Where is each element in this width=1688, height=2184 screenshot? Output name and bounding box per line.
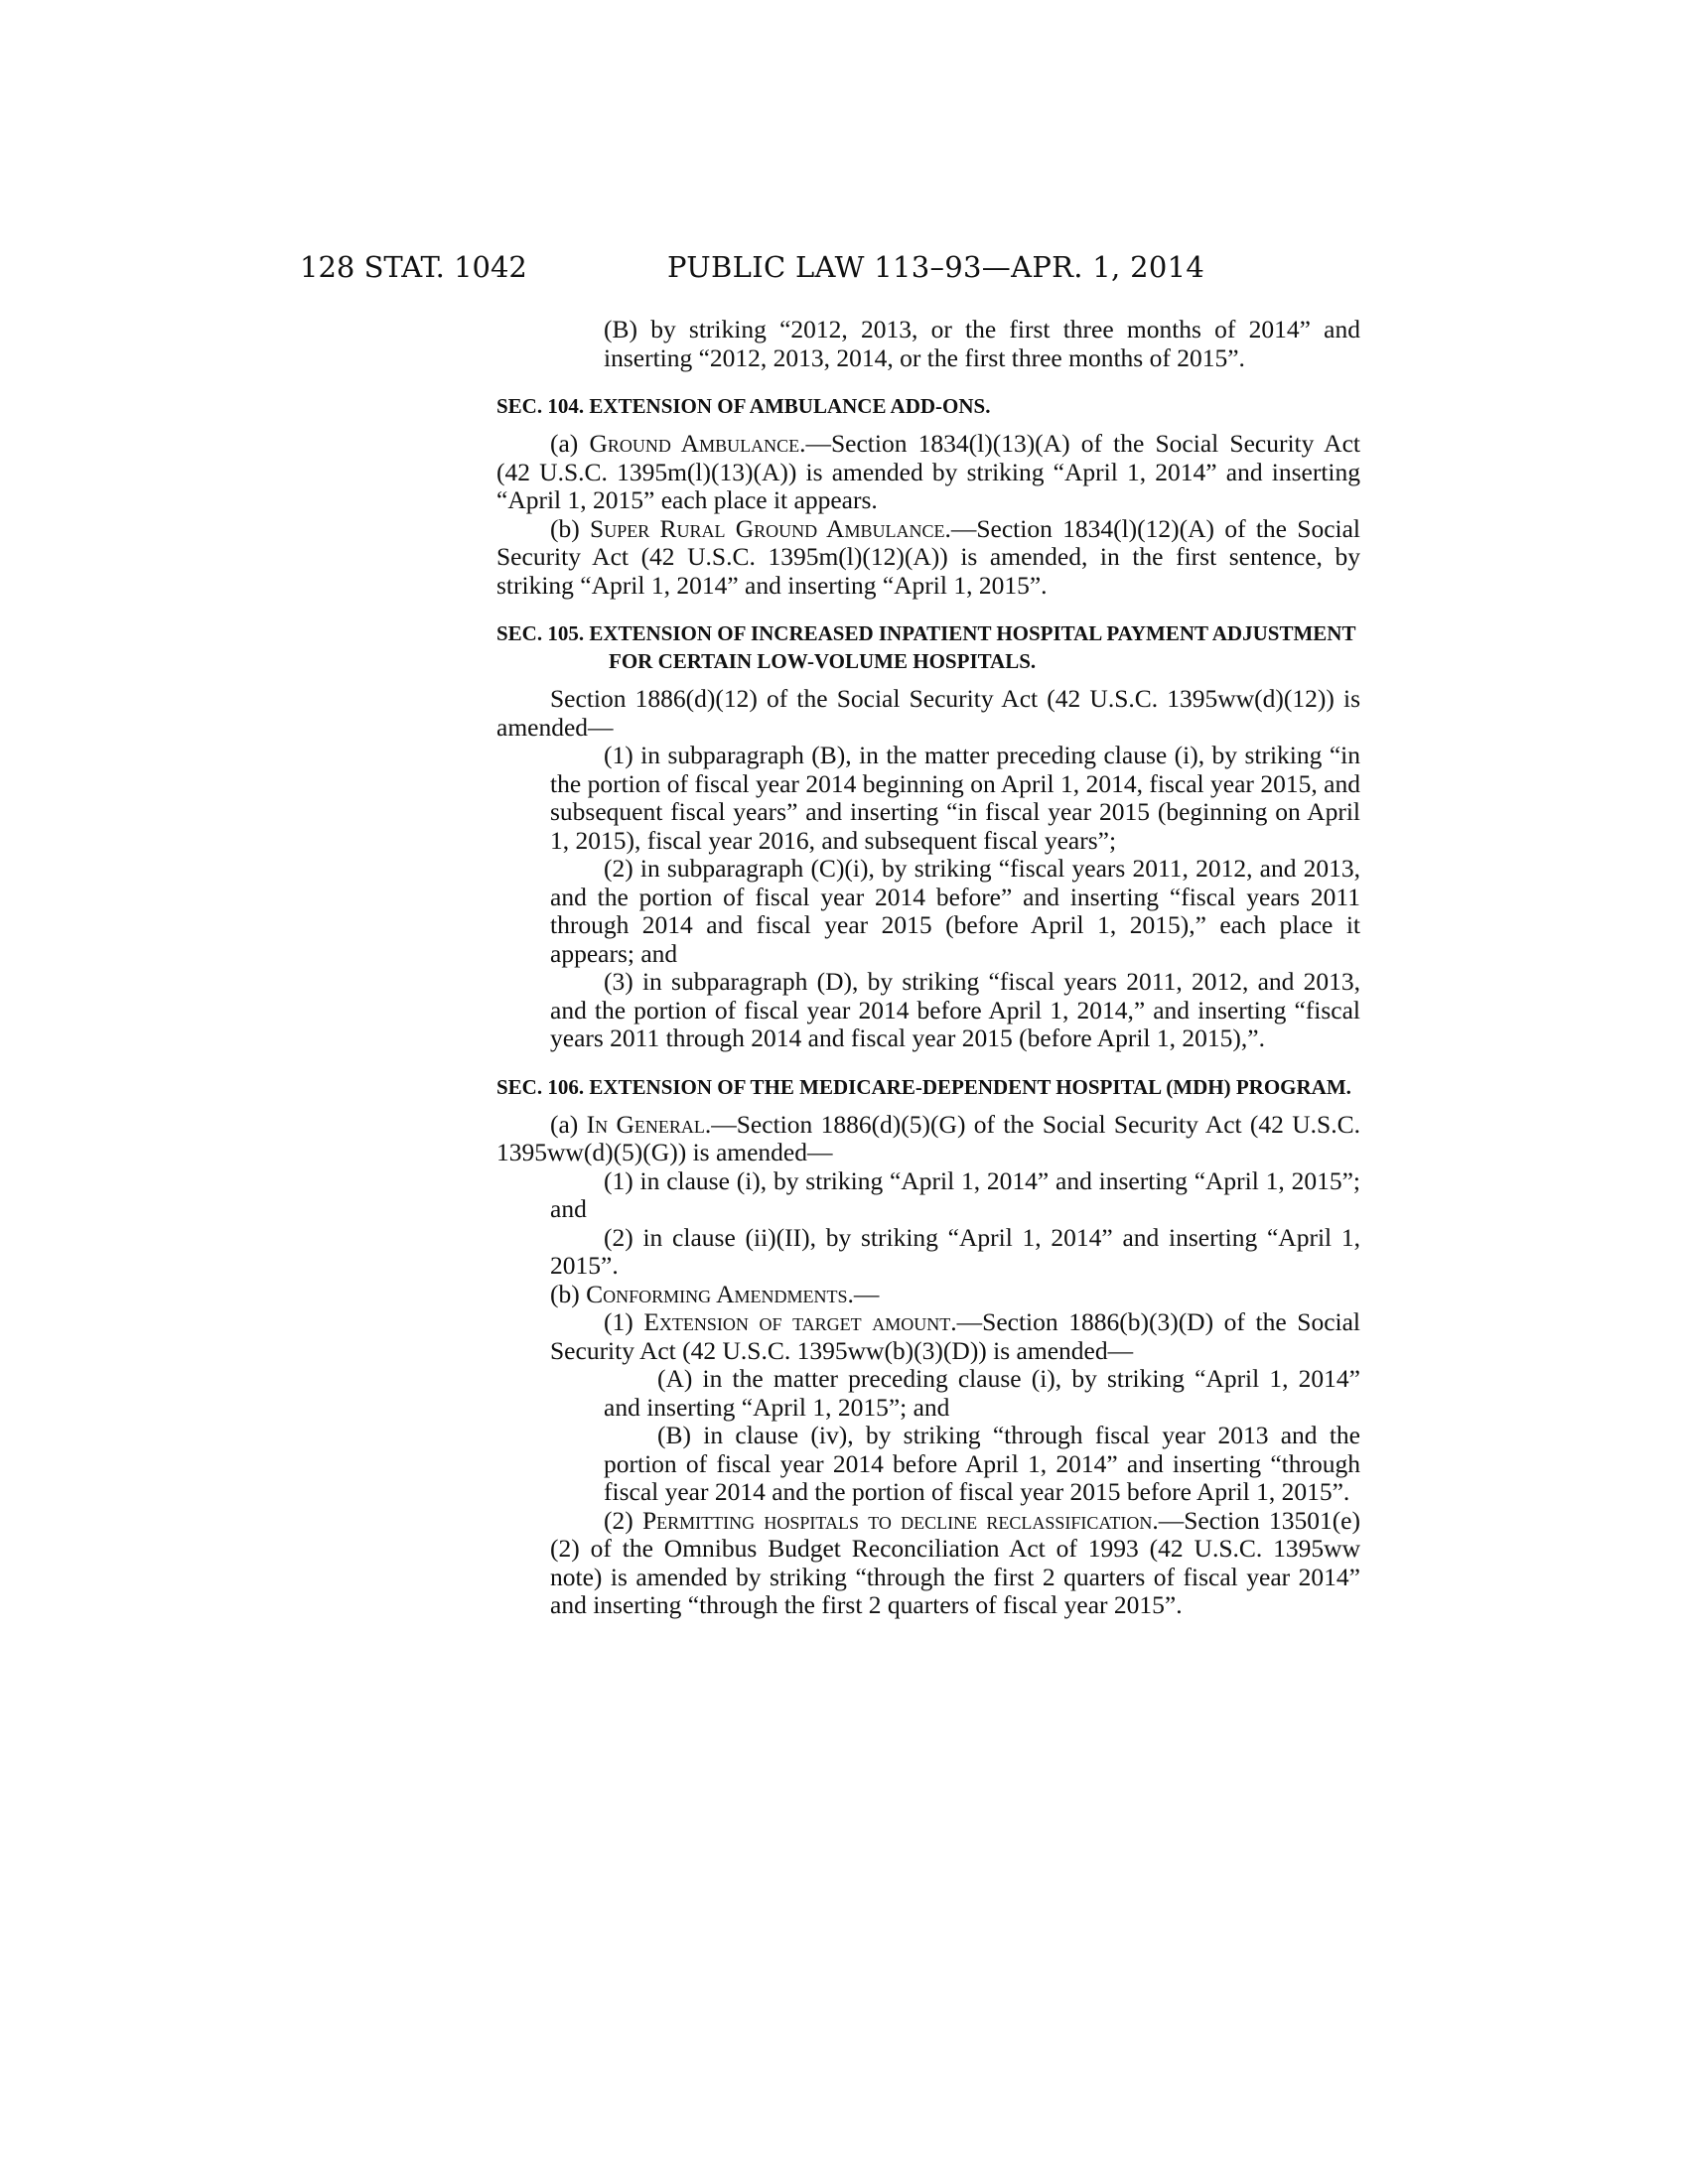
section-104-heading: SEC. 104. EXTENSION OF AMBULANCE ADD-ONS. bbox=[496, 394, 991, 418]
section-106-a-paragraph-1: (1) in clause (i), by striking “April 1, 2014” and inserting “April 1, 2015”; and bbox=[550, 1165, 1360, 1223]
running-head-law-title: PUBLIC LAW 113–93—APR. 1, 2014 bbox=[667, 250, 1205, 284]
subsection-caption: Conforming Amendments. bbox=[586, 1279, 854, 1308]
section-106-a-paragraph-2: (2) in clause (ii)(II), by striking “April 1, 2014” and inserting “April 1, 2015”. bbox=[550, 1222, 1360, 1280]
section-106-b-1-subparagraph-a: (A) in the matter preceding clause (i), by striking “April 1, 2014” and inserting “April 1, 2015”; and bbox=[604, 1364, 1360, 1422]
section-105-intro: Section 1886(d)(12) of the Social Security Act (42 U.S.C. 1395ww(d)(12)) is amended— bbox=[496, 684, 1360, 742]
section-106-subsection-a: (a) In General.—Section 1886(d)(5)(G) of the Social Security Act (42 U.S.C. 1395ww(d)(5)(G)) is amended— bbox=[496, 1109, 1360, 1166]
section-105-paragraph-2: (2) in subparagraph (C)(i), by striking “fiscal years 2011, 2012, and 2013, and the portion of fiscal year 2014 before” and inserting “fiscal years 2011 through 2014 and fiscal year 2015 (before April 1, 2015),” each place it appears; and bbox=[550, 854, 1360, 968]
section-104-subsection-a: (a) Ground Ambulance.—Section 1834(l)(13)(A) of the Social Security Act (42 U.S.C. 1395m(l)(13)(A)) is amended by striking “April 1, 2014” and inserting “April 1, 2015” each place it appears. bbox=[496, 429, 1360, 514]
subsection-caption: Super Rural Ground Ambulance. bbox=[590, 513, 951, 543]
section-105-paragraph-1: (1) in subparagraph (B), in the matter preceding clause (i), by striking “in the portion of fiscal year 2014 beginning on April 1, 2014, fiscal year 2015, and subsequent fiscal years” and inserting “in fiscal year 2015 (beginning on April 1, 2015), fiscal year 2016, and subsequent fiscal years”; bbox=[550, 741, 1360, 855]
section-106-b-1-subparagraph-b: (B) in clause (iv), by striking “through fiscal year 2013 and the portion of fiscal year 2014 before April 1, 2014” and inserting “through fiscal year 2014 and the portion of fiscal year 2015 before April 1, 2015”. bbox=[604, 1421, 1360, 1506]
paragraph-caption: Extension of target amount. bbox=[643, 1307, 957, 1336]
carryover-clause-b: (B) by striking “2012, 2013, or the first three months of 2014” and inserting “2012, 2013, 2014, or the first three months of 2015”. bbox=[604, 315, 1360, 372]
section-105-paragraph-3: (3) in subparagraph (D), by striking “fiscal years 2011, 2012, and 2013, and the portion of fiscal year 2014 before April 1, 2014,” and inserting “fiscal years 2011 through 2014 and fiscal year 2015 (before April 1, 2015),”. bbox=[550, 967, 1360, 1052]
section-104-subsection-b: (b) Super Rural Ground Ambulance.—Section 1834(l)(12)(A) of the Social Security Act (42 U.S.C. 1395m(l)(12)(A)) is amended, in the first sentence, by striking “April 1, 2014” and inserting “April 1, 2015”. bbox=[496, 513, 1360, 600]
subsection-caption: In General. bbox=[586, 1109, 712, 1139]
section-105-heading: SEC. 105. EXTENSION OF INCREASED INPATIENT HOSPITAL PAYMENT ADJUSTMENT FOR CERTAIN LOW-VOLUME HOSPITALS. bbox=[496, 621, 1356, 673]
section-106-subsection-b: (b) Conforming Amendments.— bbox=[550, 1279, 880, 1308]
page-header bbox=[300, 250, 1372, 290]
statute-page-reference: 128 STAT. 1042 bbox=[300, 250, 527, 284]
section-106-b-paragraph-2: (2) Permitting hospitals to decline reclassification.—Section 13501(e)(2) of the Omnibus Budget Reconciliation Act of 1993 (42 U.S.C. 1395ww note) is amended by striking “through the first 2 quarters of fiscal year 2014” and inserting “through the first 2 quarters of fiscal year 2015”. bbox=[550, 1505, 1360, 1619]
section-106-heading: SEC. 106. EXTENSION OF THE MEDICARE-DEPENDENT HOSPITAL (MDH) PROGRAM. bbox=[496, 1074, 1351, 1099]
section-106-b-paragraph-1: (1) Extension of target amount.—Section 1886(b)(3)(D) of the Social Security Act (42 U.S.C. 1395ww(b)(3)(D)) is amended— bbox=[550, 1307, 1361, 1365]
subsection-caption: Ground Ambulance. bbox=[589, 429, 806, 458]
paragraph-caption: Permitting hospitals to decline reclassification. bbox=[641, 1505, 1159, 1535]
document-body bbox=[496, 316, 1360, 1620]
